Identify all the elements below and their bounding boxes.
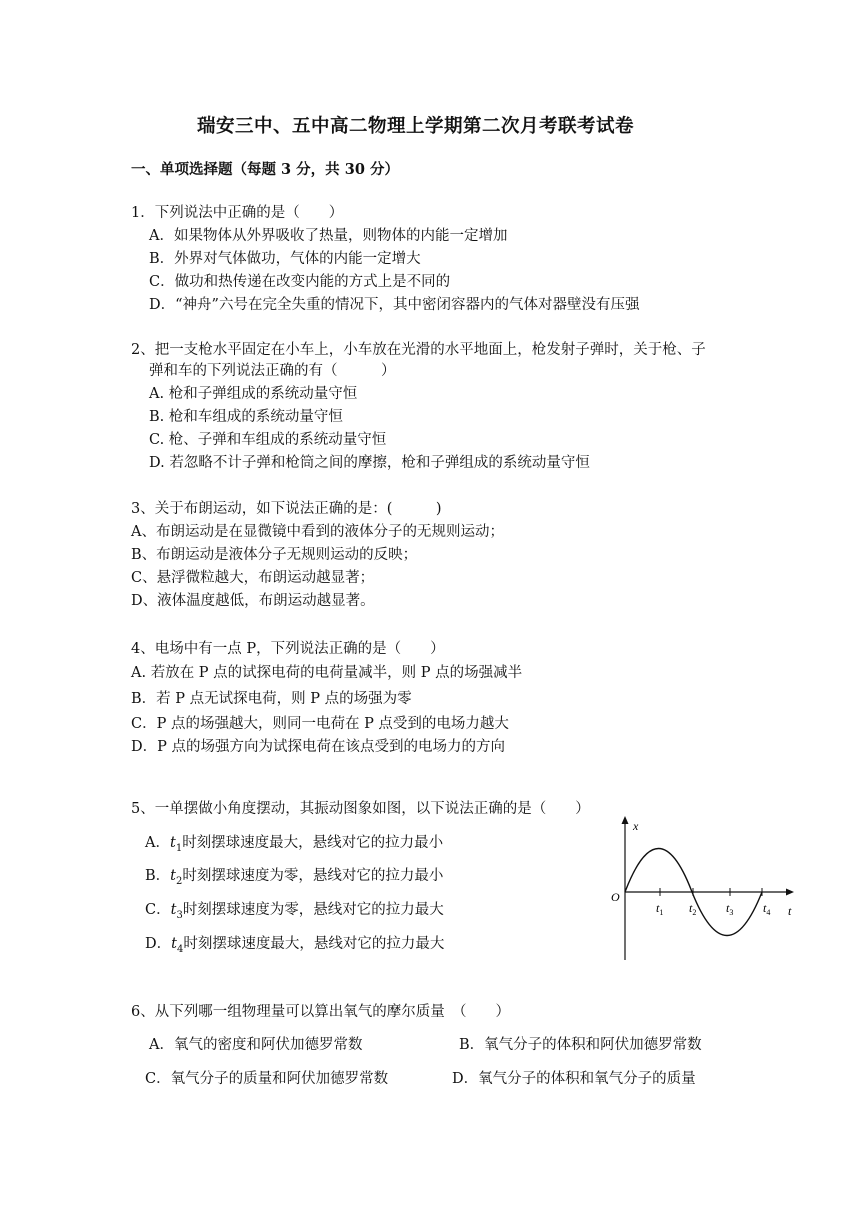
option-text: 时刻摆球速度为零，悬线对它的拉力最小 [182,868,444,884]
time-var: t [170,902,177,918]
time-sub: 2 [175,875,183,887]
option-text: 时刻摆球速度为零，悬线对它的拉力最大 [182,902,444,918]
option-b: B、布朗运动是液体分子无规则运动的反映； [131,547,418,563]
x-axis-label: t [788,904,792,918]
option-d: D．氧气分子的体积和氧气分子的质量 [452,1071,696,1087]
option-b [145,869,443,887]
question-stem: 3、关于布朗运动，如下说法正确的是：( ) [131,501,442,517]
option-c: C．氧气分子的质量和阿伏加德罗常数 [145,1071,389,1087]
question-stem-continued: 弹和车的下列说法正确的有（ ） [149,363,396,379]
x-axis-arrow [786,889,794,896]
question-stem: 1．下列说法中正确的是（ ） [131,205,344,221]
time-sub: 1 [175,842,183,854]
tick-label-t4: $t_4$ [763,901,771,917]
option-a [145,836,443,854]
tick-label-t3: $t_3$ [726,901,734,917]
option-d: D．P 点的场强方向为试探电荷在该点受到的电场力的方向 [131,739,505,755]
option-a: A. 若放在 P 点的试探电荷的电荷量减半，则 P 点的场强减半 [131,665,523,681]
vibration-graph [600,812,810,968]
exam-title: 瑞安三中、五中高二物理上学期第二次月考联考试卷 [197,116,635,137]
option-a: A．氧气的密度和阿伏加德罗常数 [149,1037,363,1053]
time-var: t [170,868,176,884]
time-sub: 3 [176,909,183,921]
option-a: A．如果物体从外界吸收了热量，则物体的内能一定增加 [149,228,508,244]
option-b: B．外界对气体做功，气体的内能一定增大 [149,251,421,267]
option-letter: B． [145,868,171,884]
tick-label-t1: $t_1$ [656,901,664,917]
option-c [145,903,444,921]
option-a: A. 枪和子弹组成的系统动量守恒 [149,386,358,402]
tick-label-t2: $t_2$ [689,901,697,917]
option-letter: C． [145,902,171,918]
option-b: B．若 P 点无试探电荷，则 P 点的场强为零 [131,691,412,707]
option-c: C. 枪、子弹和车组成的系统动量守恒 [149,432,387,448]
option-c: C．做功和热传递在改变内能的方式上是不同的 [149,274,451,290]
section-heading: 一、单项选择题（每题 3 分，共 30 分） [131,161,399,178]
option-c: C、悬浮微粒越大，布朗运动越显著； [131,570,375,586]
option-text: 时刻摆球速度最大，悬线对它的拉力最小 [182,835,444,851]
option-d [145,937,444,955]
option-letter: D． [145,936,172,952]
time-sub: 4 [176,943,184,955]
question-stem: 6、从下列哪一组物理量可以算出氧气的摩尔质量 （ ） [131,1004,510,1020]
origin-label: O [611,890,620,904]
question-stem: 4、电场中有一点 P，下列说法正确的是（ ） [131,641,445,657]
option-d: D．“神舟”六号在完全失重的情况下，其中密闭容器内的气体对器壁没有压强 [149,297,640,313]
time-var: t [171,936,177,952]
option-letter: A． [145,835,170,851]
option-d: D. 若忽略不计子弹和枪筒之间的摩擦，枪和子弹组成的系统动量守恒 [149,455,590,471]
y-axis-arrow [622,816,629,824]
option-c: C．P 点的场强越大，则同一电荷在 P 点受到的电场力越大 [131,716,509,732]
option-text: 时刻摆球速度最大，悬线对它的拉力最大 [183,936,445,952]
option-a: A、布朗运动是在显微镜中看到的液体分子的无规则运动； [131,524,504,540]
option-b: B. 枪和车组成的系统动量守恒 [149,409,343,425]
option-b: B．氧气分子的体积和阿伏加德罗常数 [459,1037,702,1053]
question-stem: 5、一单摆做小角度摆动，其振动图象如图，以下说法正确的是（ ） [131,801,590,817]
y-axis-label: x [633,819,639,833]
time-var: t [169,835,176,851]
option-d: D、液体温度越低，布朗运动越显著。 [131,593,375,609]
question-stem: 2、把一支枪水平固定在小车上，小车放在光滑的水平地面上，枪发射子弹时，关于枪、子 [131,342,706,358]
